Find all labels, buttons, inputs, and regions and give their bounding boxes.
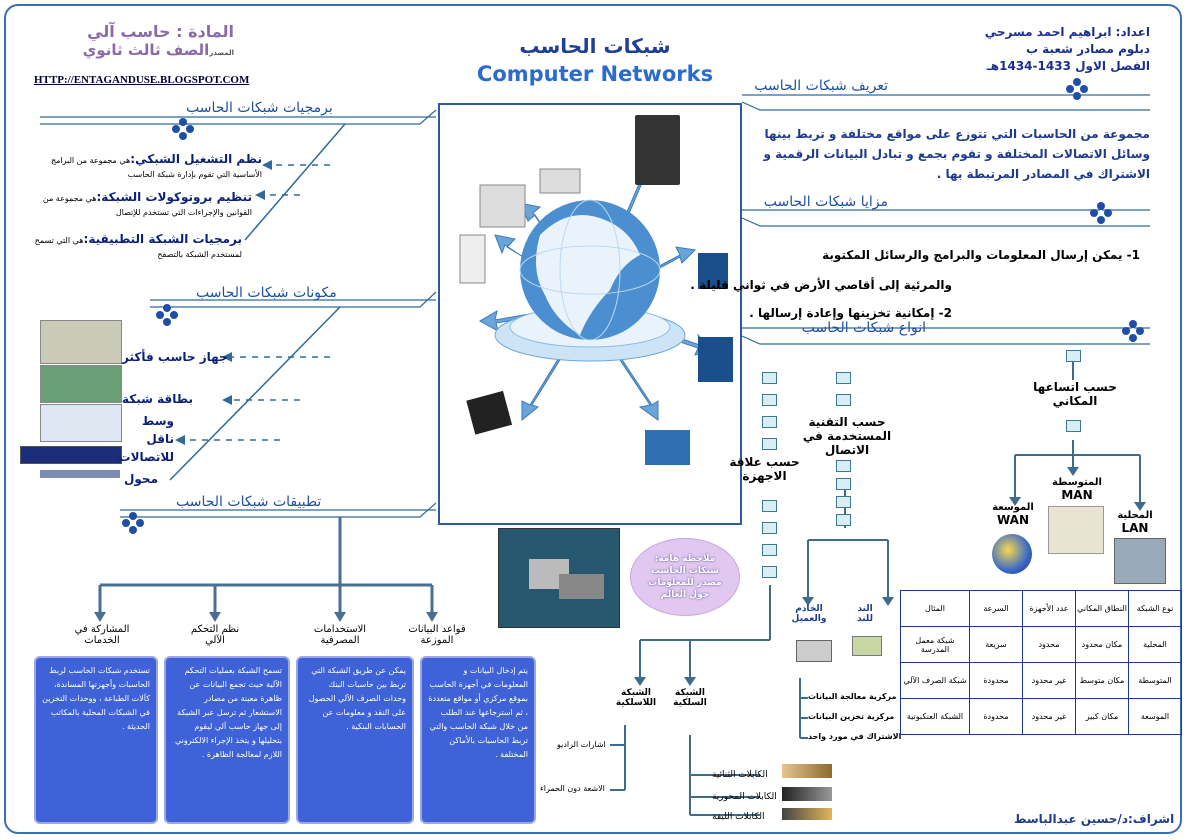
components-heading: مكونات شبكات الحاسب <box>196 285 337 301</box>
client-server-label: الخادم والعميل <box>791 604 827 624</box>
client-server-icon <box>796 640 832 662</box>
tree-node <box>762 522 777 534</box>
fiber-label: الكابلات الليفة <box>712 812 765 822</box>
types-heading: انواع شبكات الحاسب <box>801 320 926 336</box>
software-proto-desc: هي مجموعة من القوانين والإجراءات التي تستخدم للإتصال <box>42 194 252 217</box>
twisted-label: الكابلات الثنائية <box>712 770 768 780</box>
note-text: ملاحظة هامة: شبكات الحاسب مصدر للمعلومات حول العالم <box>648 554 722 600</box>
wan-globe-icon <box>992 534 1032 574</box>
table-cell: الموسعة <box>1129 699 1182 735</box>
table-cell: مكان محدود <box>1076 627 1129 663</box>
network-globe-icon <box>440 105 740 523</box>
table-cell: محدودة <box>970 663 1023 699</box>
type-by-tech: حسب التقنية المستخدمة في الاتصال <box>802 415 892 457</box>
tree-node <box>1066 350 1081 362</box>
flower-icon <box>172 118 194 140</box>
table-cell: غير محدود <box>1023 663 1076 699</box>
man-ar: المتوسطة <box>1052 477 1102 488</box>
wan-label <box>985 502 1041 527</box>
table-cell: محدود <box>1023 627 1076 663</box>
ethernet-plug-icon <box>499 529 619 627</box>
table-row <box>901 627 1182 663</box>
table-header-cell: السرعة <box>970 591 1023 627</box>
software-applications <box>20 232 242 260</box>
app-label: المشاركة في الخدمات <box>74 624 130 646</box>
table-header-cell: النطاق المكاني <box>1076 591 1129 627</box>
source-label: المصدر <box>209 49 234 57</box>
type-by-area: حسب اتساعها المكاني <box>1033 380 1117 408</box>
tree-node <box>836 514 851 526</box>
software-app-desc: هي التي تسمح لمستخدم الشبكة بالتصفح <box>34 236 242 259</box>
advantages-heading: مزايا شبكات الحاسب <box>763 194 888 210</box>
flower-icon <box>1090 202 1112 224</box>
tree-node <box>836 394 851 406</box>
wan-ar: الموسعة <box>992 502 1034 513</box>
man-map-image <box>1048 506 1104 554</box>
peer-label: الند للند <box>857 604 873 624</box>
source-url-link[interactable]: HTTP://ENTAGANDUSE.BLOGSPOT.COM <box>34 74 250 86</box>
table-header-row <box>901 591 1182 627</box>
tree-node <box>836 496 851 508</box>
tree-node <box>1066 420 1081 432</box>
page-title-ar: شبكات الحاسب <box>519 34 671 58</box>
man-label <box>1050 477 1104 502</box>
network-types-table <box>900 590 1182 735</box>
applications-heading: تطبيقات شبكات الحاسب <box>176 494 322 510</box>
table-cell: مكان متوسط <box>1076 663 1129 699</box>
table-cell: شبكة معمل المدرسة <box>901 627 970 663</box>
lan-image <box>1114 538 1166 584</box>
app-card-shared-services: تستخدم شبكات الحاسب لربط الحاسبات وأجهزتها المساندة، كآلات الطباعة ، ووحدات التخزين في الشبكات المحلية بالمكاتب الحديثة . <box>34 656 158 824</box>
tree-node <box>762 394 777 406</box>
switch-image-2 <box>40 470 120 478</box>
table-cell: شبكة الصرف الآلي <box>901 663 970 699</box>
radio-label: اشارات الراديو <box>557 740 606 749</box>
app-card-distributed-db: يتم إدخال البيانات و المعلومات في أجهزة الحاسب بموقع مركزي أو مواقع متعددة ، ثم استرجاعها عند الطلب من خلال شبكة الحاسب والتي تربط الحاسبات بالأماكن المختلفة . <box>420 656 536 824</box>
advantage-item-1b: والمرئية إلى أقاصي الأرض في ثواني قليلة . <box>690 278 952 292</box>
table-cell: سريعة <box>970 627 1023 663</box>
flower-icon <box>156 304 178 326</box>
component-nic: بطاقة شبكة <box>122 392 193 406</box>
shared-resource: الاشتراك في مورد واحد <box>808 732 902 741</box>
advantage-item-2: 2- إمكانية تخزينها وإعادة إرسالها . <box>749 306 952 320</box>
central-processing: مركزية معالجة البيانات <box>808 692 897 701</box>
table-row <box>901 663 1182 699</box>
tree-node <box>762 544 777 556</box>
transmission-medium-image <box>40 404 122 442</box>
page-title-en: Computer Networks <box>476 62 714 86</box>
tree-node <box>836 372 851 384</box>
table-cell: محدودة <box>970 699 1023 735</box>
advantage-item-1a: 1- يمكن إرسال المعلومات والبرامج والرسائل المكتوبة <box>822 248 1140 262</box>
lan-ar: المحلية <box>1117 510 1153 521</box>
subject-label: المادة : حاسب آلي <box>87 22 234 41</box>
man-en: MAN <box>1061 488 1093 502</box>
peer-icon <box>852 636 882 656</box>
lan-en: LAN <box>1121 521 1149 535</box>
central-storage: مركزية تخزين البيانات <box>808 712 895 721</box>
fiber-cable-image <box>782 808 832 820</box>
tree-node <box>836 460 851 472</box>
app-label: الاستخدامات المصرفية <box>313 624 367 646</box>
network-card-image <box>40 365 122 403</box>
author-line-3: الفصل الاول 1433-1434هـ <box>986 59 1150 73</box>
table-cell: مكان كبير <box>1076 699 1129 735</box>
author-block <box>985 24 1150 75</box>
network-illustration <box>438 103 742 525</box>
tree-node <box>762 372 777 384</box>
software-heading: برمجيات شبكات الحاسب <box>186 100 333 116</box>
switch-image <box>20 446 122 464</box>
tree-node <box>762 416 777 428</box>
wired-label: الشبكة السلكية <box>673 688 707 708</box>
software-proto-title: تنظيم بروتوكولات الشبكة: <box>96 190 252 204</box>
tree-node <box>762 438 777 450</box>
table-header-cell: المثال <box>901 591 970 627</box>
software-os <box>20 152 262 180</box>
author-line-1: اعداد: ابراهيم احمد مسرحي <box>984 25 1150 39</box>
wan-en: WAN <box>996 513 1030 527</box>
tree-node <box>836 478 851 490</box>
app-label: قواعد البيانات الموزعة <box>408 624 466 646</box>
table-row <box>901 699 1182 735</box>
type-by-devices: حسب علاقة الاجهزة <box>729 455 800 483</box>
coax-label: الكابلات المحورية <box>712 792 777 802</box>
computer-lab-image <box>40 320 122 364</box>
tree-node <box>762 500 777 512</box>
lan-label <box>1110 510 1160 535</box>
infrared-label: الاشعة دون الحمراء <box>540 784 605 793</box>
author-line-2: دبلوم مصادر شعبة ب <box>1025 42 1150 56</box>
software-os-title: نظم التشغيل الشبكي: <box>130 152 262 166</box>
supervisor-label: اشراف:د/حسين عبدالباسط <box>1014 812 1175 826</box>
component-switch: محول <box>124 472 159 486</box>
wireless-label: الشبكة اللاسلكية <box>615 688 657 708</box>
network-cable-image <box>498 528 620 628</box>
flower-icon <box>1122 320 1144 342</box>
app-card-automatic-control: تسمح الشبكة بعمليات التحكم الآلية حيث تجمع البيانات عن ظاهرة معينة من مصادر الاستشعار ثم ترسل عبر الشبكة إلى جهاز حاسب آلي ليقوم بتحليلها و يتخذ الإجراء الالكتروني اللازم لمعالجة الظاهرة . <box>164 656 290 824</box>
app-label: نظم التحكم الآلي <box>190 624 240 646</box>
software-protocols <box>30 190 252 218</box>
subject-block <box>34 22 234 59</box>
software-os-desc: هي مجموعة من البرامج الأساسية التي تقوم بإدارة شبكة الحاسب <box>50 156 262 179</box>
software-app-title: برمجيات الشبكة التطبيقية: <box>83 232 242 246</box>
twisted-cable-image <box>782 764 832 778</box>
coax-cable-image <box>782 787 832 801</box>
note-bubble <box>630 538 740 616</box>
definition-heading: تعريف شبكات الحاسب <box>754 78 888 94</box>
tree-node <box>762 566 777 578</box>
flower-icon <box>1066 78 1088 100</box>
grade-label: الصف ثالث ثانوي <box>82 41 210 59</box>
app-card-banking: يمكن عن طريق الشبكة التي تربط بين حاسبات البنك وحدات الصرف الآلي الحصول على النقد و معلومات عن الحسابات البنكية . <box>296 656 414 824</box>
table-cell: المتوسطة <box>1129 663 1182 699</box>
table-cell: الشبكة العنكبوتية <box>901 699 970 735</box>
table-header-cell: عدد الأجهزة <box>1023 591 1076 627</box>
table-cell: غير محدود <box>1023 699 1076 735</box>
component-medium: وسط ناقل للاتصالات <box>118 414 174 464</box>
flower-icon <box>122 512 144 534</box>
table-cell: المحلية <box>1129 627 1182 663</box>
definition-text: مجموعة من الحاسبات التي تتوزع على مواقع مختلفة و تربط بينها وسائل الاتصالات المختلفة و تقوم بجمع و تبادل البيانات الرقمية و الاشتراك في المصادر المرتبطة بها . <box>763 127 1150 181</box>
component-computer: جهاز حاسب فأكثر <box>122 350 228 364</box>
table-header-cell: نوع الشبكة <box>1129 591 1182 627</box>
